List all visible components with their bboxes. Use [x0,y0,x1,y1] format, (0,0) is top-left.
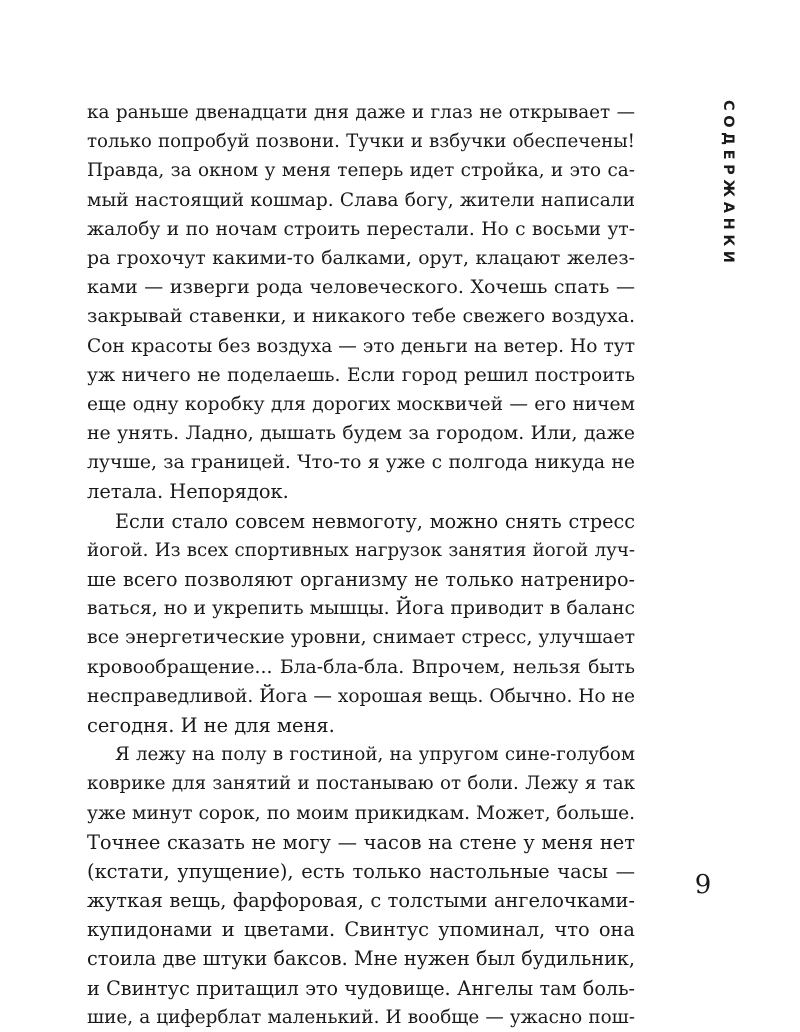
text-line: закрывай ставенки, и никакого тебе свежего воздуха. [87,305,635,328]
text-line: жуткая вещь, фарфоровая, с толстыми ангелочками- [87,889,635,913]
text-line: уж ничего не поделаешь. Если город решил построить [87,364,635,386]
text-line: не унять. Ладно, дышать будем за городом. Или, даже [87,423,635,445]
text-line: лучше, за границей. Что-то я уже с полгода никуда не [87,452,635,474]
text-line: только попробуй позвони. Тучки и взбучки обеспечены! [87,131,635,153]
text-line: все энергетические уровни, снимает стресс, улучшает [87,627,636,649]
text-line: несправедливой. Йога — хорошая вещь. Обычно. Но не [87,685,635,707]
text-line: летала. Непорядок. [87,480,289,504]
text-line: уже минут сорок, по моим прикидкам. Может, больше. [87,802,635,824]
text-line: ками — изверги рода человеческого. Хочешь спать — [87,276,635,299]
text-line: кровообращение... Бла-бла-бла. Впрочем, нельзя быть [87,656,635,678]
text-line: (кстати, упущение), есть только настольные часы — [87,859,635,883]
text-line: Точнее сказать не могу — часов на стене у меня нет [87,830,635,854]
text-line: купидонами и цветами. Свинтус упоминал, что она [87,918,635,942]
text-line: йогой. Из всех спортивных нагрузок занятия йогой луч- [87,539,635,561]
text-line: шие, а циферблат маленький. И вообще — ужасно пош- [87,1006,635,1028]
text-line: коврике для занятий и постанываю от боли. Лежу я так [87,773,635,795]
text-line: жалобу и по ночам строить перестали. Но с восьми ут- [87,218,635,240]
body-text [87,98,635,1032]
text-line: стоила две штуки баксов. Мне нужен был будильник, [87,947,635,971]
text-line: ка раньше двенадцати дня даже и глаз не открывает — [87,102,635,123]
text-line: ра грохочут какими-то балками, орут, клацают желез- [87,247,635,269]
text-line: Правда, за окном у меня теперь идет стройка, и это са- [87,160,635,182]
text-line: мый настоящий кошмар. Слава богу, жители написали [87,189,635,211]
text-line: и Свинтус притащил это чудовище. Ангелы там боль- [87,976,635,1000]
text-line: Если стало совсем невмоготу, можно снять стресс [115,509,635,533]
text-line: ваться, но и укрепить мышцы. Йога приводит в баланс [87,598,635,620]
running-head: СОДЕРЖАНКИ [720,100,736,268]
text-line: сегодня. И не для меня. [87,713,335,737]
text-line: еще одну коробку для дорогих москвичей — его ничем [87,393,635,415]
text-line: ше всего позволяют организму не только натрениро- [87,568,635,591]
text-line: Сон красоты без воздуха — это деньги на ветер. Но тут [87,335,635,357]
text-line: Я лежу на полу в гостиной, на упругом сине-голубом [115,744,635,766]
page-number: 9 [694,870,712,900]
